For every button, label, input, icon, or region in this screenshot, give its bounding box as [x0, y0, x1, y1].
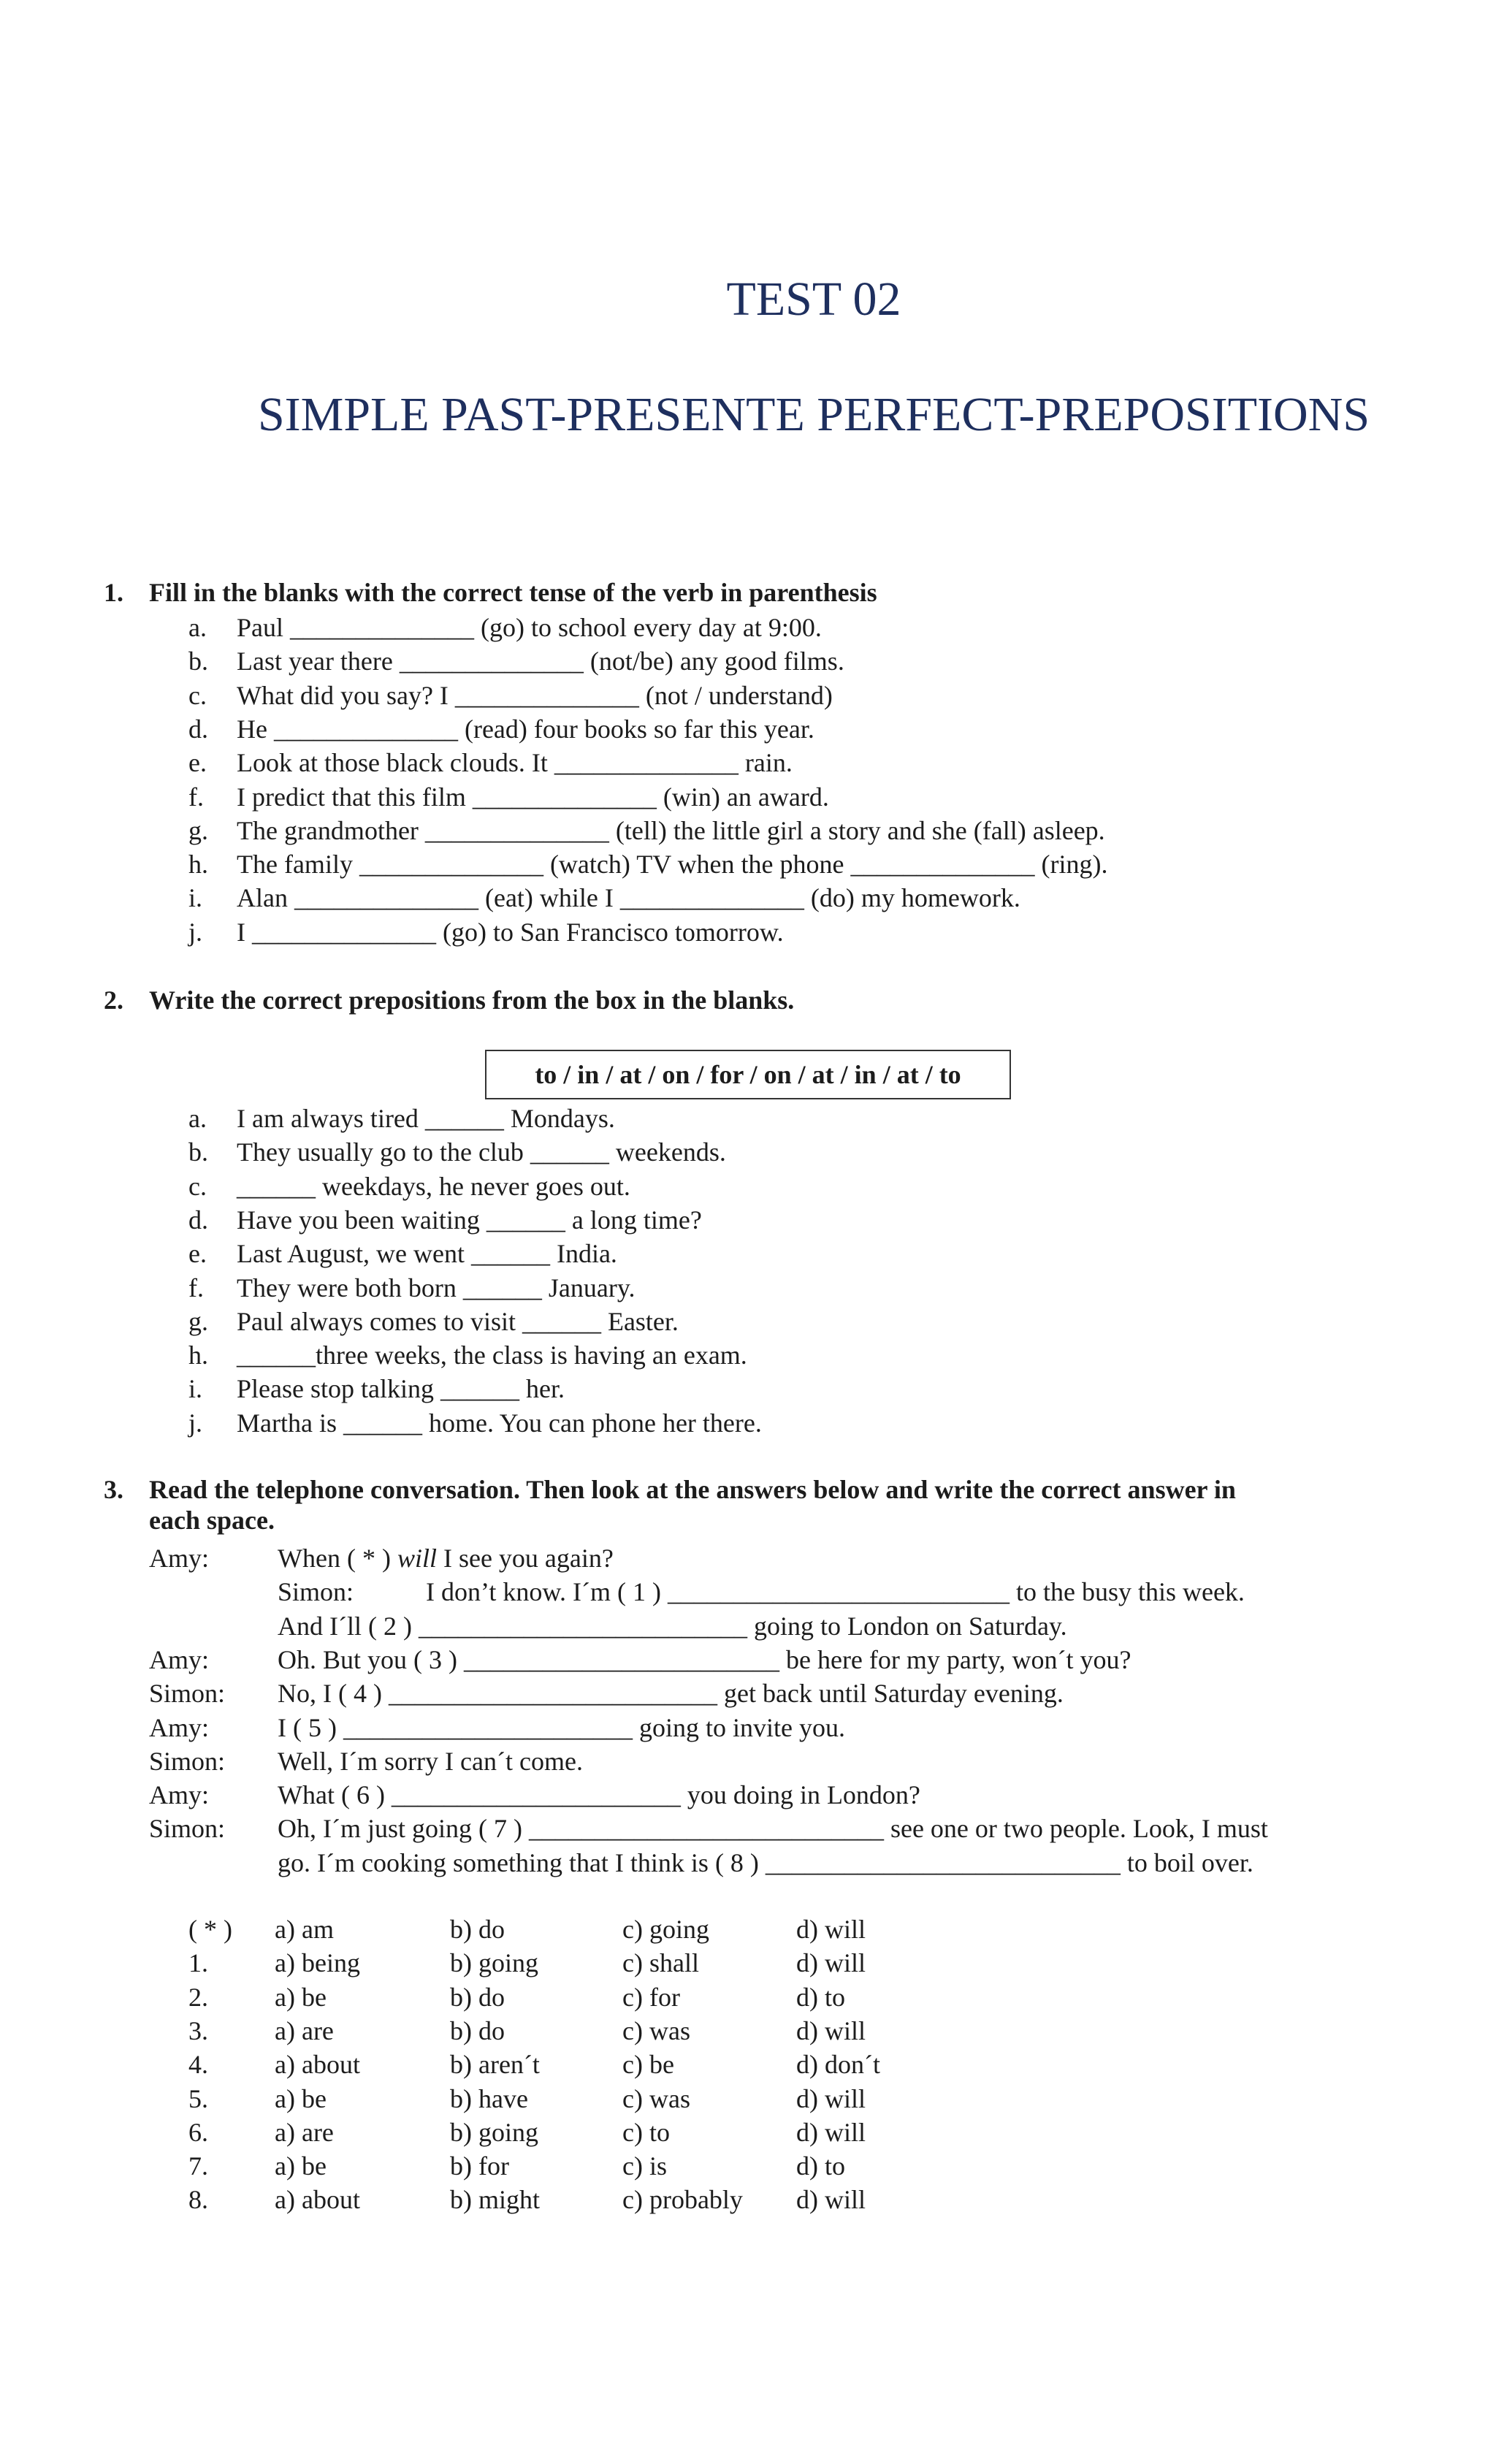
dialogue-line: No, I ( 4 ) _________________________ get back until Saturday evening. — [278, 1679, 1064, 1709]
option-b: b) might — [450, 2185, 540, 2215]
item-letter: e. — [188, 1239, 207, 1269]
option-a: a) be — [275, 2083, 327, 2113]
item-letter: j. — [188, 917, 203, 947]
option-n: 6. — [188, 2117, 208, 2147]
prepositions-box: to / in / at / on / for / on / at / in / at / to — [485, 1050, 1011, 1099]
test-title: TEST 02 — [726, 272, 901, 326]
option-d: d) don´t — [796, 2050, 880, 2080]
option-b: b) going — [450, 1948, 538, 1978]
option-c: c) shall — [622, 1948, 699, 1978]
speaker-label: Amy: — [149, 1780, 210, 1810]
dialogue-line: Oh. But you ( 3 ) ________________________ be here for my party, won´t you? — [278, 1644, 1131, 1674]
dialogue-line: And I´ll ( 2 ) _________________________ going to London on Saturday. — [278, 1611, 1067, 1641]
item-letter: a. — [188, 1104, 207, 1133]
item-letter: a. — [188, 613, 207, 642]
option-n: 7. — [188, 2151, 208, 2181]
option-d: d) will — [796, 2117, 866, 2147]
dialogue-text: When ( * ) — [278, 1544, 397, 1573]
option-a: a) being — [275, 1948, 360, 1978]
dialogue-line: Oh, I´m just going ( 7 ) ___________________________ see one or two people. Look, I must — [278, 1814, 1268, 1844]
option-d: d) will — [796, 2015, 866, 2045]
item-text: Look at those black clouds. It ______________ rain. — [237, 748, 793, 778]
option-d: d) will — [796, 2083, 866, 2113]
item-text: The grandmother ______________ (tell) the little girl a story and she (fall) asleep. — [237, 815, 1105, 845]
option-n: ( * ) — [188, 1915, 232, 1944]
option-d: d) will — [796, 1915, 866, 1944]
speaker-label: Amy: — [149, 1544, 210, 1573]
option-d: d) to — [796, 1982, 845, 2012]
option-a: a) are — [275, 2015, 334, 2045]
option-a: a) am — [275, 1915, 334, 1944]
test-subtitle: SIMPLE PAST-PRESENTE PERFECT-PREPOSITIONS — [257, 388, 1370, 441]
option-c: c) going — [622, 1915, 709, 1944]
section-2-heading — [104, 985, 794, 1015]
option-n: 1. — [188, 1948, 208, 1978]
item-text: What did you say? I ______________ (not / understand) — [237, 680, 833, 710]
dialogue-line: go. I´m cooking something that I think is ( 8 ) ___________________________ to boil over. — [278, 1847, 1253, 1877]
option-c: c) probably — [622, 2185, 743, 2215]
item-text: He ______________ (read) four books so far this year. — [237, 714, 814, 744]
dialogue-line: What ( 6 ) ______________________ you doing in London? — [278, 1780, 920, 1810]
speaker-label: Amy: — [149, 1644, 210, 1674]
option-a: a) be — [275, 2151, 327, 2181]
item-text: I predict that this film ______________ (win) an award. — [237, 782, 829, 812]
option-c: c) be — [622, 2050, 674, 2080]
speaker-label: Simon: — [149, 1746, 226, 1776]
item-letter: b. — [188, 1137, 208, 1167]
item-text: The family ______________ (watch) TV when the phone ______________ (ring). — [237, 850, 1108, 880]
dialogue-line — [278, 1543, 614, 1574]
dialogue-text: I see you again? — [436, 1544, 614, 1573]
item-letter: g. — [188, 815, 208, 845]
option-n: 3. — [188, 2015, 208, 2045]
item-letter: b. — [188, 646, 208, 676]
item-text: Last August, we went ______ India. — [237, 1239, 617, 1269]
speaker-label: Amy: — [149, 1712, 210, 1742]
section-instruction: Read the telephone conversation. Then look at the answers below and write the correct answer in — [149, 1475, 1236, 1504]
item-text: They usually go to the club ______ weekends. — [237, 1137, 726, 1167]
item-text: Paul ______________ (go) to school every day at 9:00. — [237, 613, 822, 642]
item-letter: e. — [188, 748, 207, 778]
option-a: a) about — [275, 2050, 360, 2080]
item-letter: f. — [188, 1273, 204, 1302]
option-c: c) was — [622, 2015, 690, 2045]
item-letter: c. — [188, 680, 207, 710]
option-b: b) have — [450, 2083, 528, 2113]
option-b: b) going — [450, 2117, 538, 2147]
option-c: c) is — [622, 2151, 667, 2181]
item-letter: f. — [188, 782, 204, 812]
item-letter: h. — [188, 1340, 208, 1370]
section-number: 3. — [104, 1475, 123, 1504]
option-c: c) to — [622, 2117, 670, 2147]
item-letter: d. — [188, 714, 208, 744]
option-b: b) do — [450, 2015, 505, 2045]
speaker-label: Simon: — [149, 1679, 226, 1709]
option-d: d) will — [796, 1948, 866, 1978]
section-instruction: Fill in the blanks with the correct tense of the verb in parenthesis — [149, 578, 877, 607]
section-instruction-cont: each space. — [149, 1506, 275, 1535]
item-text: Martha is ______ home. You can phone her there. — [237, 1408, 762, 1438]
item-text: Have you been waiting ______ a long time? — [237, 1205, 702, 1235]
option-c: c) was — [622, 2083, 690, 2113]
section-number: 1. — [104, 578, 123, 607]
item-letter: j. — [188, 1408, 203, 1438]
option-n: 2. — [188, 1982, 208, 2012]
item-text: I am always tired ______ Mondays. — [237, 1104, 615, 1133]
option-a: a) about — [275, 2185, 360, 2215]
item-letter: d. — [188, 1205, 208, 1235]
option-d: d) to — [796, 2151, 845, 2181]
item-text: ______ weekdays, he never goes out. — [237, 1171, 630, 1201]
option-a: a) are — [275, 2117, 334, 2147]
section-number: 2. — [104, 985, 123, 1015]
item-text: Please stop talking ______ her. — [237, 1374, 565, 1404]
section-1-heading — [104, 577, 877, 608]
item-letter: i. — [188, 1374, 203, 1404]
item-text: Alan ______________ (eat) while I ______________ (do) my homework. — [237, 883, 1020, 913]
section-3-heading — [104, 1474, 1389, 1536]
dialogue-line: Simon: I don’t know. I´m ( 1 ) __________________________ to the busy this week. — [278, 1577, 1245, 1607]
item-letter: i. — [188, 883, 203, 913]
item-text: Last year there ______________ (not/be) any good films. — [237, 646, 844, 676]
dialogue-line: I ( 5 ) ______________________ going to invite you. — [278, 1712, 845, 1742]
option-n: 5. — [188, 2083, 208, 2113]
section-instruction: Write the correct prepositions from the box in the blanks. — [149, 985, 795, 1015]
option-b: b) aren´t — [450, 2050, 540, 2080]
item-text: Paul always comes to visit ______ Easter. — [237, 1306, 679, 1336]
item-letter: g. — [188, 1306, 208, 1336]
option-b: b) for — [450, 2151, 509, 2181]
item-text: ______three weeks, the class is having an exam. — [237, 1340, 747, 1370]
dialogue-emphasis: will — [397, 1544, 437, 1573]
item-text: They were both born ______ January. — [237, 1273, 636, 1302]
item-letter: h. — [188, 850, 208, 880]
item-text: I ______________ (go) to San Francisco tomorrow. — [237, 917, 784, 947]
option-n: 8. — [188, 2185, 208, 2215]
item-letter: c. — [188, 1171, 207, 1201]
option-n: 4. — [188, 2050, 208, 2080]
option-b: b) do — [450, 1982, 505, 2012]
option-a: a) be — [275, 1982, 327, 2012]
option-b: b) do — [450, 1915, 505, 1944]
option-c: c) for — [622, 1982, 680, 2012]
speaker-label: Simon: — [149, 1814, 226, 1844]
dialogue-line: Well, I´m sorry I can´t come. — [278, 1746, 583, 1776]
option-d: d) will — [796, 2185, 866, 2215]
